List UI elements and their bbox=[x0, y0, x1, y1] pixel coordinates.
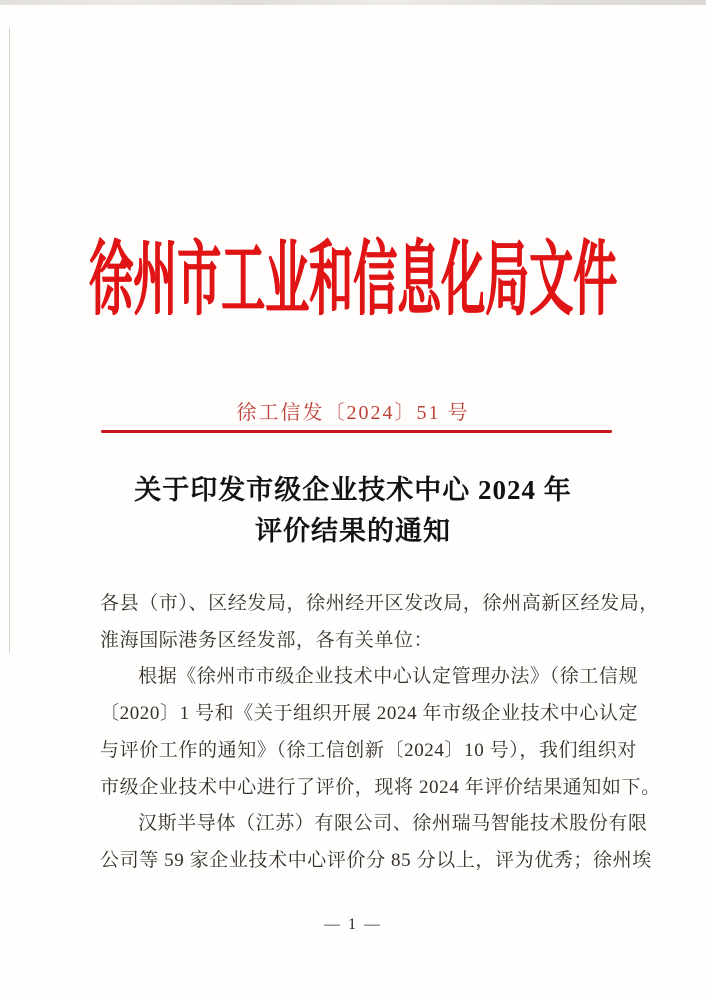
body-line: 市级企业技术中心进行了评价，现将 2024 年评价结果通知如下。 bbox=[100, 776, 661, 798]
agency-header-text: 徐州市工业和信息化局文件 bbox=[89, 235, 617, 326]
scan-artifact-left-edge bbox=[9, 28, 10, 653]
body-text bbox=[100, 586, 661, 880]
red-divider-rule bbox=[101, 430, 612, 433]
notice-title-line1: 关于印发市级企业技术中心 2024 年 bbox=[134, 475, 572, 505]
body-line: 〔2020〕1 号和《关于组织开展 2024 年市级企业技术中心认定 bbox=[100, 703, 639, 725]
body-line: 与评价工作的通知》（徐工信创新〔2024〕10 号），我们组织对 bbox=[100, 739, 637, 761]
body-line: 淮海国际港务区经发部，各有关单位： bbox=[100, 629, 434, 651]
agency-header bbox=[0, 222, 706, 326]
body-line: 公司等 59 家企业技术中心评价分 85 分以上，评为优秀；徐州埃 bbox=[100, 849, 652, 871]
notice-title-line2: 评价结果的通知 bbox=[255, 516, 451, 546]
body-line: 各县（市）、区经发局，徐州经开区发改局，徐州高新区经发局， bbox=[100, 593, 659, 614]
body-line: 根据《徐州市市级企业技术中心认定管理办法》（徐工信规 bbox=[138, 666, 639, 688]
body-line: 汉斯半导体（江苏）有限公司、徐州瑞马智能技术股份有限 bbox=[138, 813, 648, 835]
notice-title bbox=[0, 470, 706, 552]
document-number: 徐工信发〔2024〕51 号 bbox=[236, 402, 470, 424]
page-number: — 1 — bbox=[324, 916, 382, 933]
scan-artifact-top-edge bbox=[0, 0, 706, 5]
